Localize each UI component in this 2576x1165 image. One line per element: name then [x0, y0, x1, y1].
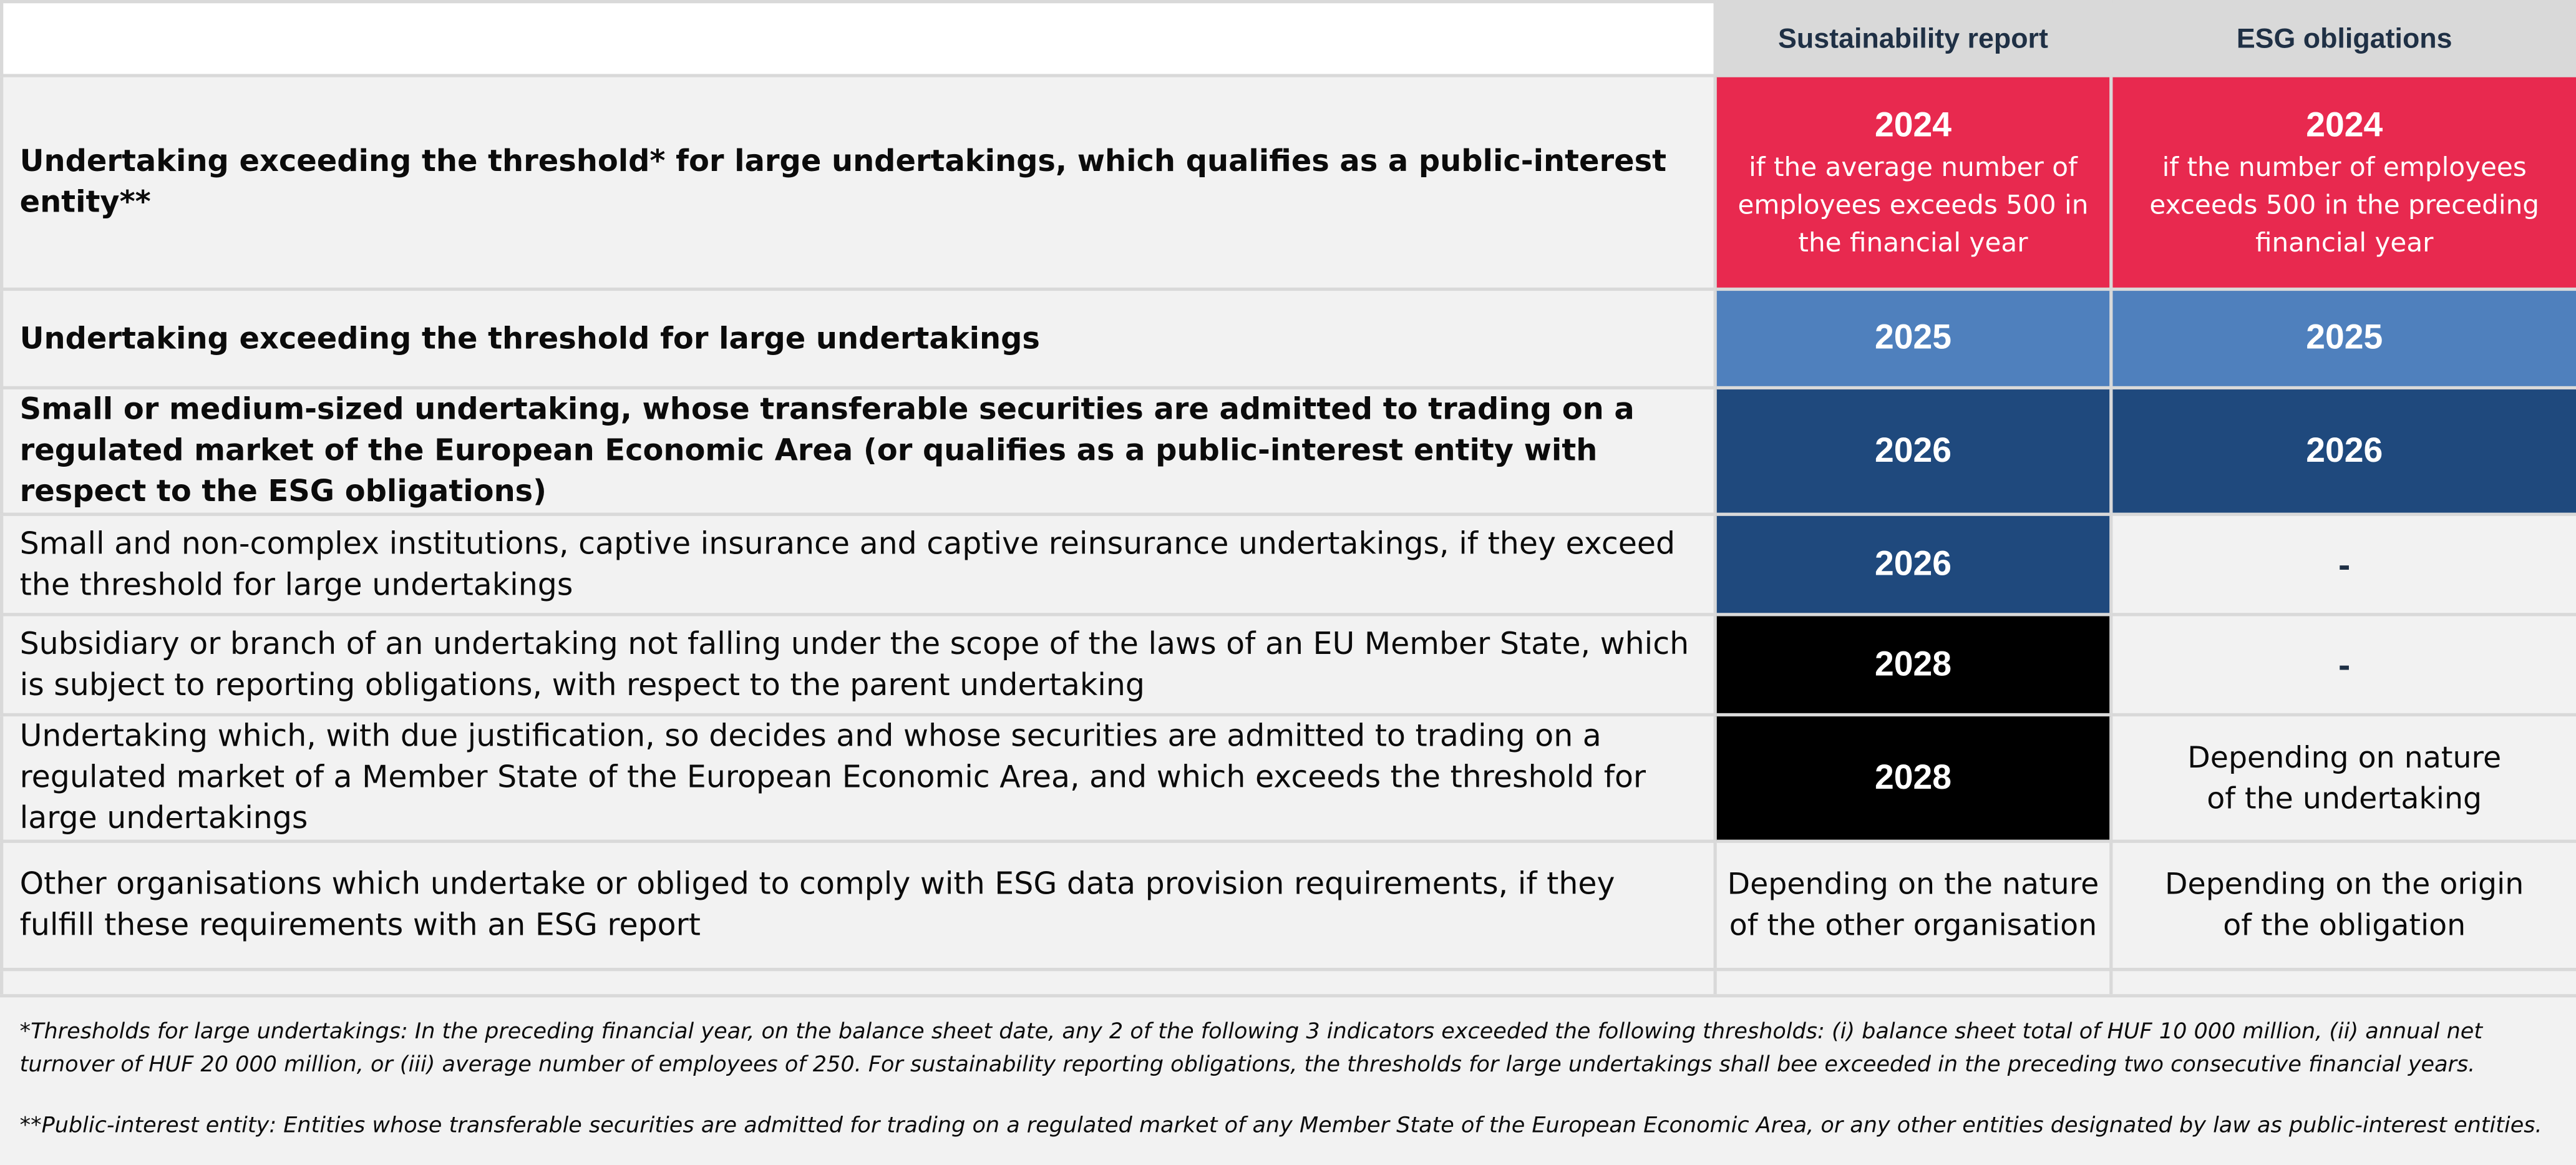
row-label: Undertaking exceeding the threshold for large undertakings [2, 289, 1716, 388]
year-value: 2026 [2306, 431, 2383, 469]
table-row [2, 841, 2576, 969]
esg-obligations-cell [2111, 714, 2576, 841]
table-row [2, 615, 2576, 715]
table-row [2, 289, 2576, 388]
footnote-thresholds: *Thresholds for large undertakings: In the preceding financial year, on the balance sheet date, any 2 of the following 3 indicators exceeded the following thresholds: (i) balance sheet total of HUF 10 000 million, (ii) annual net turnover of HUF 20 000 million, or (iii) average number of employees of 250. For sustainability reporting obligations, the thresholds for large undertakings shall bee exceeded in the preceding two consecutive financial years. [19, 1020, 2483, 1078]
sustainability-report-cell [1715, 841, 2111, 969]
year-value: 2025 [2306, 318, 2383, 357]
year-value: 2028 [1874, 758, 1951, 796]
row-label: Undertaking exceeding the threshold* for large undertakings, which qualifies as a public-interest entity** [2, 76, 1716, 289]
year-value: 2026 [1874, 544, 1951, 583]
row-label: Small and non-complex institutions, captive insurance and captive reinsurance undertakings, if they exceed the threshold for large undertakings [2, 514, 1716, 615]
year-value: 2026 [1874, 431, 1951, 469]
esg-obligations-cell [2111, 76, 2576, 289]
cell-line: Depending on the origin [2165, 867, 2524, 902]
table-row [2, 76, 2576, 289]
sustainability-report-cell [1715, 289, 2111, 388]
esg-obligations-cell [2111, 388, 2576, 514]
sustainability-report-cell [1715, 615, 2111, 715]
year-condition: if the average number of employees exceeds 500 in the financial year [1738, 150, 2089, 258]
cell-line: of the other organisation [1729, 909, 2097, 943]
year-value: 2028 [1874, 645, 1951, 683]
row-label: Small or medium-sized undertaking, whose transferable securities are admitted to trading on a regulated market of the European Economic Area (or qualifies as a public-interest entity with respect to the ESG obligations) [2, 388, 1716, 514]
sustainability-report-cell [1715, 76, 2111, 289]
header-blank-cell [2, 2, 1716, 76]
esg-obligations-cell: - [2111, 514, 2576, 615]
sustainability-report-cell [1715, 714, 2111, 841]
year-condition: if the number of employees exceeds 500 in the preceding financial year [2149, 150, 2540, 258]
cell-line: of the obligation [2223, 909, 2466, 943]
year-value: 2024 [1874, 105, 1951, 144]
cell-line: Depending on the nature [1727, 867, 2099, 902]
header-esg-obligations: ESG obligations [2111, 2, 2576, 76]
cell-line: of the undertaking [2207, 781, 2482, 816]
header-row [2, 2, 2576, 76]
esg-obligations-cell [2111, 289, 2576, 388]
table-row [2, 514, 2576, 615]
footnotes [0, 994, 2576, 1165]
esg-obligations-cell: - [2111, 615, 2576, 715]
row-label: Undertaking which, with due justification, so decides and whose securities are admitted to trading on a regulated market of a Member State of the European Economic Area, and which exceeds the threshold for large undertakings [2, 714, 1716, 841]
table-row [2, 714, 2576, 841]
footnote-public-interest-entity: **Public-interest entity: Entities whose transferable securities are admitted for trading on a regulated market of any Member State of the European Economic Area, or any other entities designated by law as public-interest entities. [19, 1114, 2542, 1139]
sustainability-report-cell [1715, 514, 2111, 615]
year-value: 2024 [2306, 105, 2383, 144]
sustainability-report-cell [1715, 388, 2111, 514]
row-label: Subsidiary or branch of an undertaking not falling under the scope of the laws of an EU Member State, which is subject to reporting obligations, with respect to the parent undertaking [2, 615, 1716, 715]
table-row [2, 388, 2576, 514]
row-label: Other organisations which undertake or obliged to comply with ESG data provision requirements, if they fulfill these requirements with an ESG report [2, 841, 1716, 969]
header-sustainability-report: Sustainability report [1715, 2, 2111, 76]
cell-line: Depending on nature [2187, 740, 2502, 775]
esg-obligations-cell [2111, 841, 2576, 969]
year-value: 2025 [1874, 318, 1951, 357]
